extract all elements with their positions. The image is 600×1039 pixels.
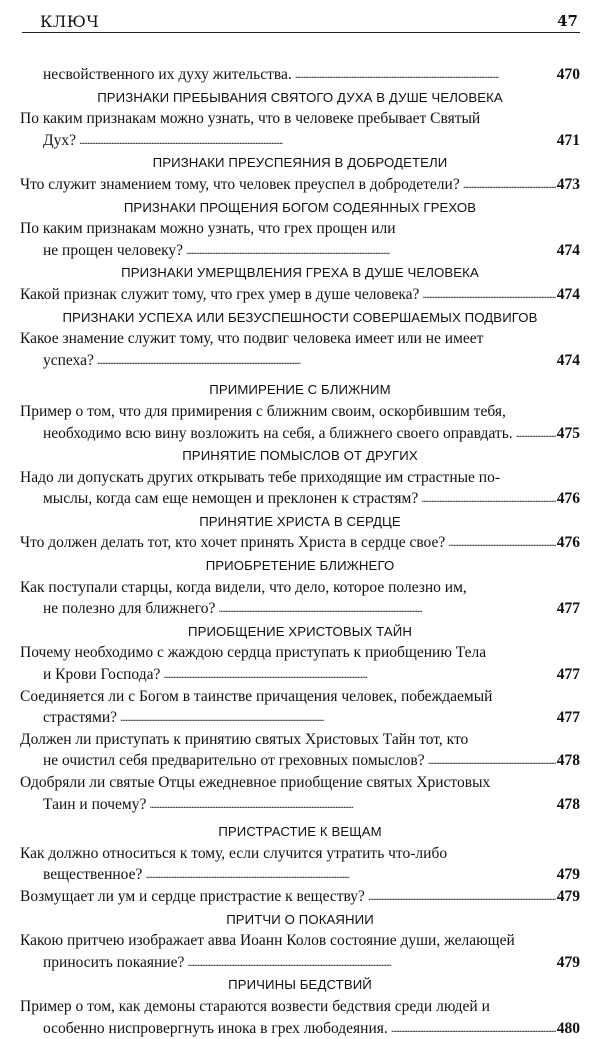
entry-page: 478 [556,752,580,770]
index-entry: Какой признак служит тому, что грех умер в душе человека? . . . 474 [20,284,580,306]
index-entry: Возмущает ли ум и сердце пристрастие к веществу? . . . 479 [20,886,580,908]
entry-page: 471 [556,131,580,149]
index-entry: Пример о том, что для примирения с ближним своим, оскорбившим тебя, необходимо всю вину возложить на себя, а ближнего своего оправдать. . . . 475 [20,401,580,444]
index-entry: несвойственного их духу жительства. . . . 470 [20,64,580,86]
entry-page: 474 [556,241,580,259]
leader-dots [420,284,555,306]
entry-page: 474 [556,285,580,303]
section-title: ПРИЗНАКИ ПРЕУСПЕЯНИЯ В ДОБРОДЕТЕЛИ [152,155,448,171]
running-title: КЛЮЧ [40,12,100,31]
index-entry: По каким признакам можно узнать, что в человеке пребывает Святый Дух? . . . 471 [20,108,580,151]
entry-page: 477 [556,709,580,727]
leader-dots [446,532,556,554]
section-title: ПРИСТРАСТИЕ К ВЕЩАМ [218,824,382,840]
section-title: ПРИНЯТИЕ ХРИСТА В СЕРДЦЕ [199,513,401,529]
entry-page: 477 [556,600,580,618]
leader-dots [366,886,556,908]
entry-page: 476 [556,490,580,508]
section-title: ПРИЗНАКИ ПРОЩЕНИЯ БОГОМ СОДЕЯННЫХ ГРЕХОВ [123,199,477,215]
leader-dots [426,750,556,772]
section-title: ПРИМИРЕНИЕ С БЛИЖНИМ [209,382,391,398]
entry-page: 470 [556,66,580,83]
leader-dots [161,664,555,686]
index-entry: Надо ли допускать других открывать тебе приходящие им страстные по- мыслы, когда сам еще немощен и преклонен к страстям? . . . 476 [20,467,580,510]
section-title: ПРИЧИНЫ БЕДСТВИЙ [228,977,372,993]
entry-page: 475 [556,424,580,442]
index-entry: Как должно относиться к тому, если случится утратить что-либо вещественное? . . . 479 [20,843,580,886]
entry-page: 477 [556,666,580,684]
index-entry: Что служит знамением тому, что человек преуспел в добродетели? . . . 473 [20,174,580,196]
section-title: ПРИЗНАКИ УСПЕХА ИЛИ БЕЗУСПЕШНОСТИ СОВЕРШАЕМЫХ ПОДВИГОВ [62,309,538,325]
index-entry: Должен ли приступать к принятию святых Христовых Тайн тот, кто не очистил себя предварительно от греховных помыслов? . . . 478 [20,729,580,772]
section-title: ПРИОБЩЕНИЕ ХРИСТОВЫХ ТАЙН [187,623,412,639]
leader-dots [147,794,555,816]
index-entry: По каким признакам можно узнать, что грех прощен или не прощен человеку? . . . 474 [20,218,580,261]
leader-dots [77,130,556,152]
leader-dots [514,423,556,445]
leader-dots [184,240,556,262]
entry-page: 476 [556,534,580,552]
entry-page: 479 [556,887,580,905]
entry-page: 479 [556,953,580,971]
index-entry: Пример о том, как демоны стараются возвести бедствия среди людей и особенно ниспровергнуть инока в грех любодеяния. . . . 480 [20,996,580,1039]
entry-page: 473 [556,175,580,193]
leader-dots [185,952,555,974]
section-title: ПРИТЧИ О ПОКАЯНИИ [226,911,374,927]
leader-dots [95,350,556,372]
section-title: ПРИОБРЕТЕНИЕ БЛИЖНЕГО [205,558,395,574]
running-header [22,10,580,33]
leader-dots [216,598,555,620]
leader-dots [143,864,555,886]
section-title: ПРИНЯТИЕ ПОМЫСЛОВ ОТ ДРУГИХ [182,448,418,464]
leader-dots [389,1018,556,1039]
index-entry: Одобряли ли святые Отцы ежедневное приобщение святых Христовых Таин и почему? . . . 478 [20,772,580,815]
index-entry: Почему необходимо с жаждою сердца приступать к приобщению Тела и Крови Господа? . . . 477 [20,642,580,685]
entry-page: 478 [556,795,580,813]
index-content [20,64,580,1039]
index-entry: Соединяется ли с Богом в таинстве причащения человек, побеждаемый страстями? . . . 477 [20,686,580,729]
index-entry: Что должен делать тот, кто хочет принять Христа в сердце свое? . . . 476 [20,532,580,554]
leader-dots [419,488,556,510]
entry-page: 480 [556,1019,580,1037]
leader-dots [461,174,556,196]
leader-dots [118,707,556,729]
index-entry: Какое знамение служит тому, что подвиг человека имеет или не имеет успеха? . . . 474 [20,328,580,371]
section-title: ПРИЗНАКИ ПРЕБЫВАНИЯ СВЯТОГО ДУХА В ДУШЕ ЧЕЛОВЕКА [97,89,503,105]
section-title: ПРИЗНАКИ УМЕРЩВЛЕНИЯ ГРЕХА В ДУШЕ ЧЕЛОВЕКА [121,265,479,281]
entry-page: 474 [556,351,580,369]
index-entry: Как поступали старцы, когда видели, что дело, которое полезно им, не полезно для ближнего? . . . 477 [20,577,580,620]
entry-page: 479 [556,866,580,884]
leader-dots [293,64,556,86]
index-entry: Какою притчею изображает авва Иоанн Колов состояние души, желающей приносить покаяние? . . . 479 [20,930,580,973]
page-number: 47 [557,12,578,30]
